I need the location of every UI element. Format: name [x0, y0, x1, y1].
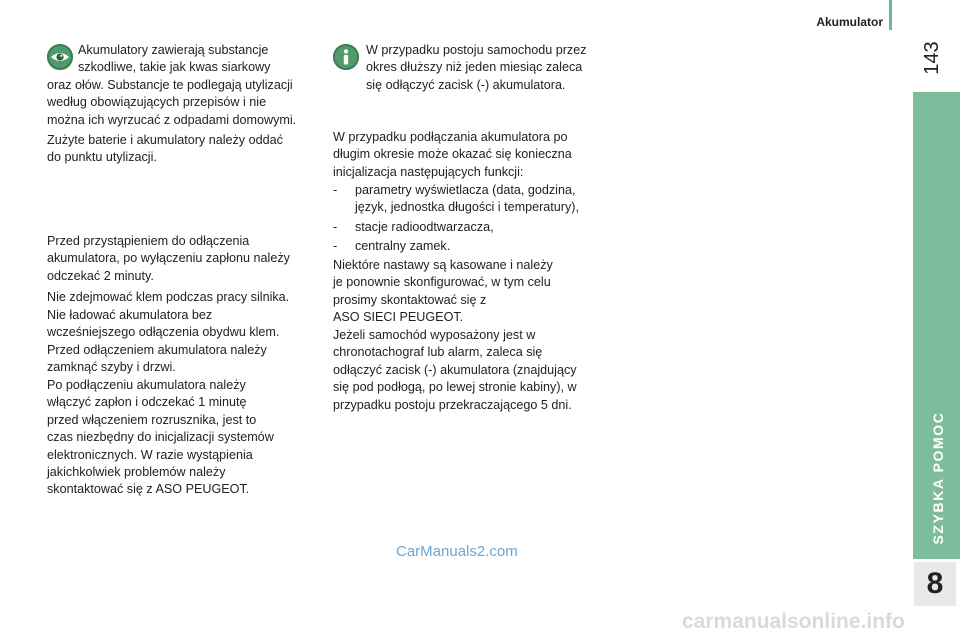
page-number: 143 [921, 41, 943, 75]
list-bullet: - [333, 183, 338, 197]
paragraph: Przed przystąpieniem do odłączenia akumulatora, po wyłączeniu zapłonu należy odczekać 2 minuty. [47, 234, 290, 283]
eye-recycle-icon [47, 44, 73, 70]
info-note: W przypadku postoju samochodu przez okres dłuższy niż jeden miesiąc zaleca się odłączyć zacisk (-) akumulatora. [366, 43, 587, 92]
watermark-link[interactable]: CarManuals2.com [396, 543, 518, 560]
header-divider [889, 0, 892, 30]
paragraph: Przed odłączeniem akumulatora należy zamknąć szyby i drzwi. [47, 343, 267, 375]
list-item-text: centralny zamek. [355, 239, 451, 253]
list-bullet: - [333, 220, 338, 234]
watermark-footer: carmanualsonline.info [682, 610, 905, 633]
environment-note: oraz ołów. Substancje te podlegają utylizacji według obowiązujących przepisów i nie można ich wyrzucać z odpadami domowymi. [47, 78, 297, 127]
list-bullet: - [333, 239, 338, 253]
reset-note: Niektóre nastawy są kasowane i należy je ponownie skonfigurować, w tym celu prosimy skontaktować się z ASO SIECI PEUGEOT. [333, 258, 553, 325]
list-item-text: parametry wyświetlacza (data, godzina, język, jednostka długości i temperatury), [355, 183, 579, 215]
chapter-label: SZYBKA POMOC [930, 411, 946, 545]
paragraph: Nie ładować akumulatora bez wcześniejszego odłączenia obydwu klem. [47, 308, 280, 340]
section-title: Akumulator [816, 15, 883, 29]
list-item-text: stacje radioodtwarzacza, [355, 220, 494, 234]
environment-note-lead: Akumulatory zawierają substancje szkodliwe, takie jak kwas siarkowy [78, 43, 271, 75]
alarm-note: Jeżeli samochód wyposażony jest w chronotachograf lub alarm, zaleca się odłączyć zacisk (-) akumulatora (znajdujący się pod podłogą, po lewej stronie kabiny), w przypadku postoju przekraczającego 5 dni. [333, 328, 577, 412]
chapter-number: 8 [926, 567, 944, 600]
disposal-note: Zużyte baterie i akumulatory należy oddać do punktu utylizacji. [47, 133, 283, 165]
paragraph: Nie zdejmować klem podczas pracy silnika. [47, 290, 290, 304]
info-icon [333, 44, 359, 70]
chapter-number-box [914, 562, 956, 606]
initialization-intro: W przypadku podłączania akumulatora po długim okresie może okazać się konieczna inicjalizacja następujących funkcji: [333, 130, 572, 179]
paragraph: Po podłączeniu akumulatora należy włączyć zapłon i odczekać 1 minutę przed włączeniem rozrusznika, jest to czas niezbędny do inicjalizacji systemów elektronicznych. W razie wystąpienia jakichkolwiek problemów należy skontaktować się z ASO PEUGEOT. [47, 378, 274, 497]
